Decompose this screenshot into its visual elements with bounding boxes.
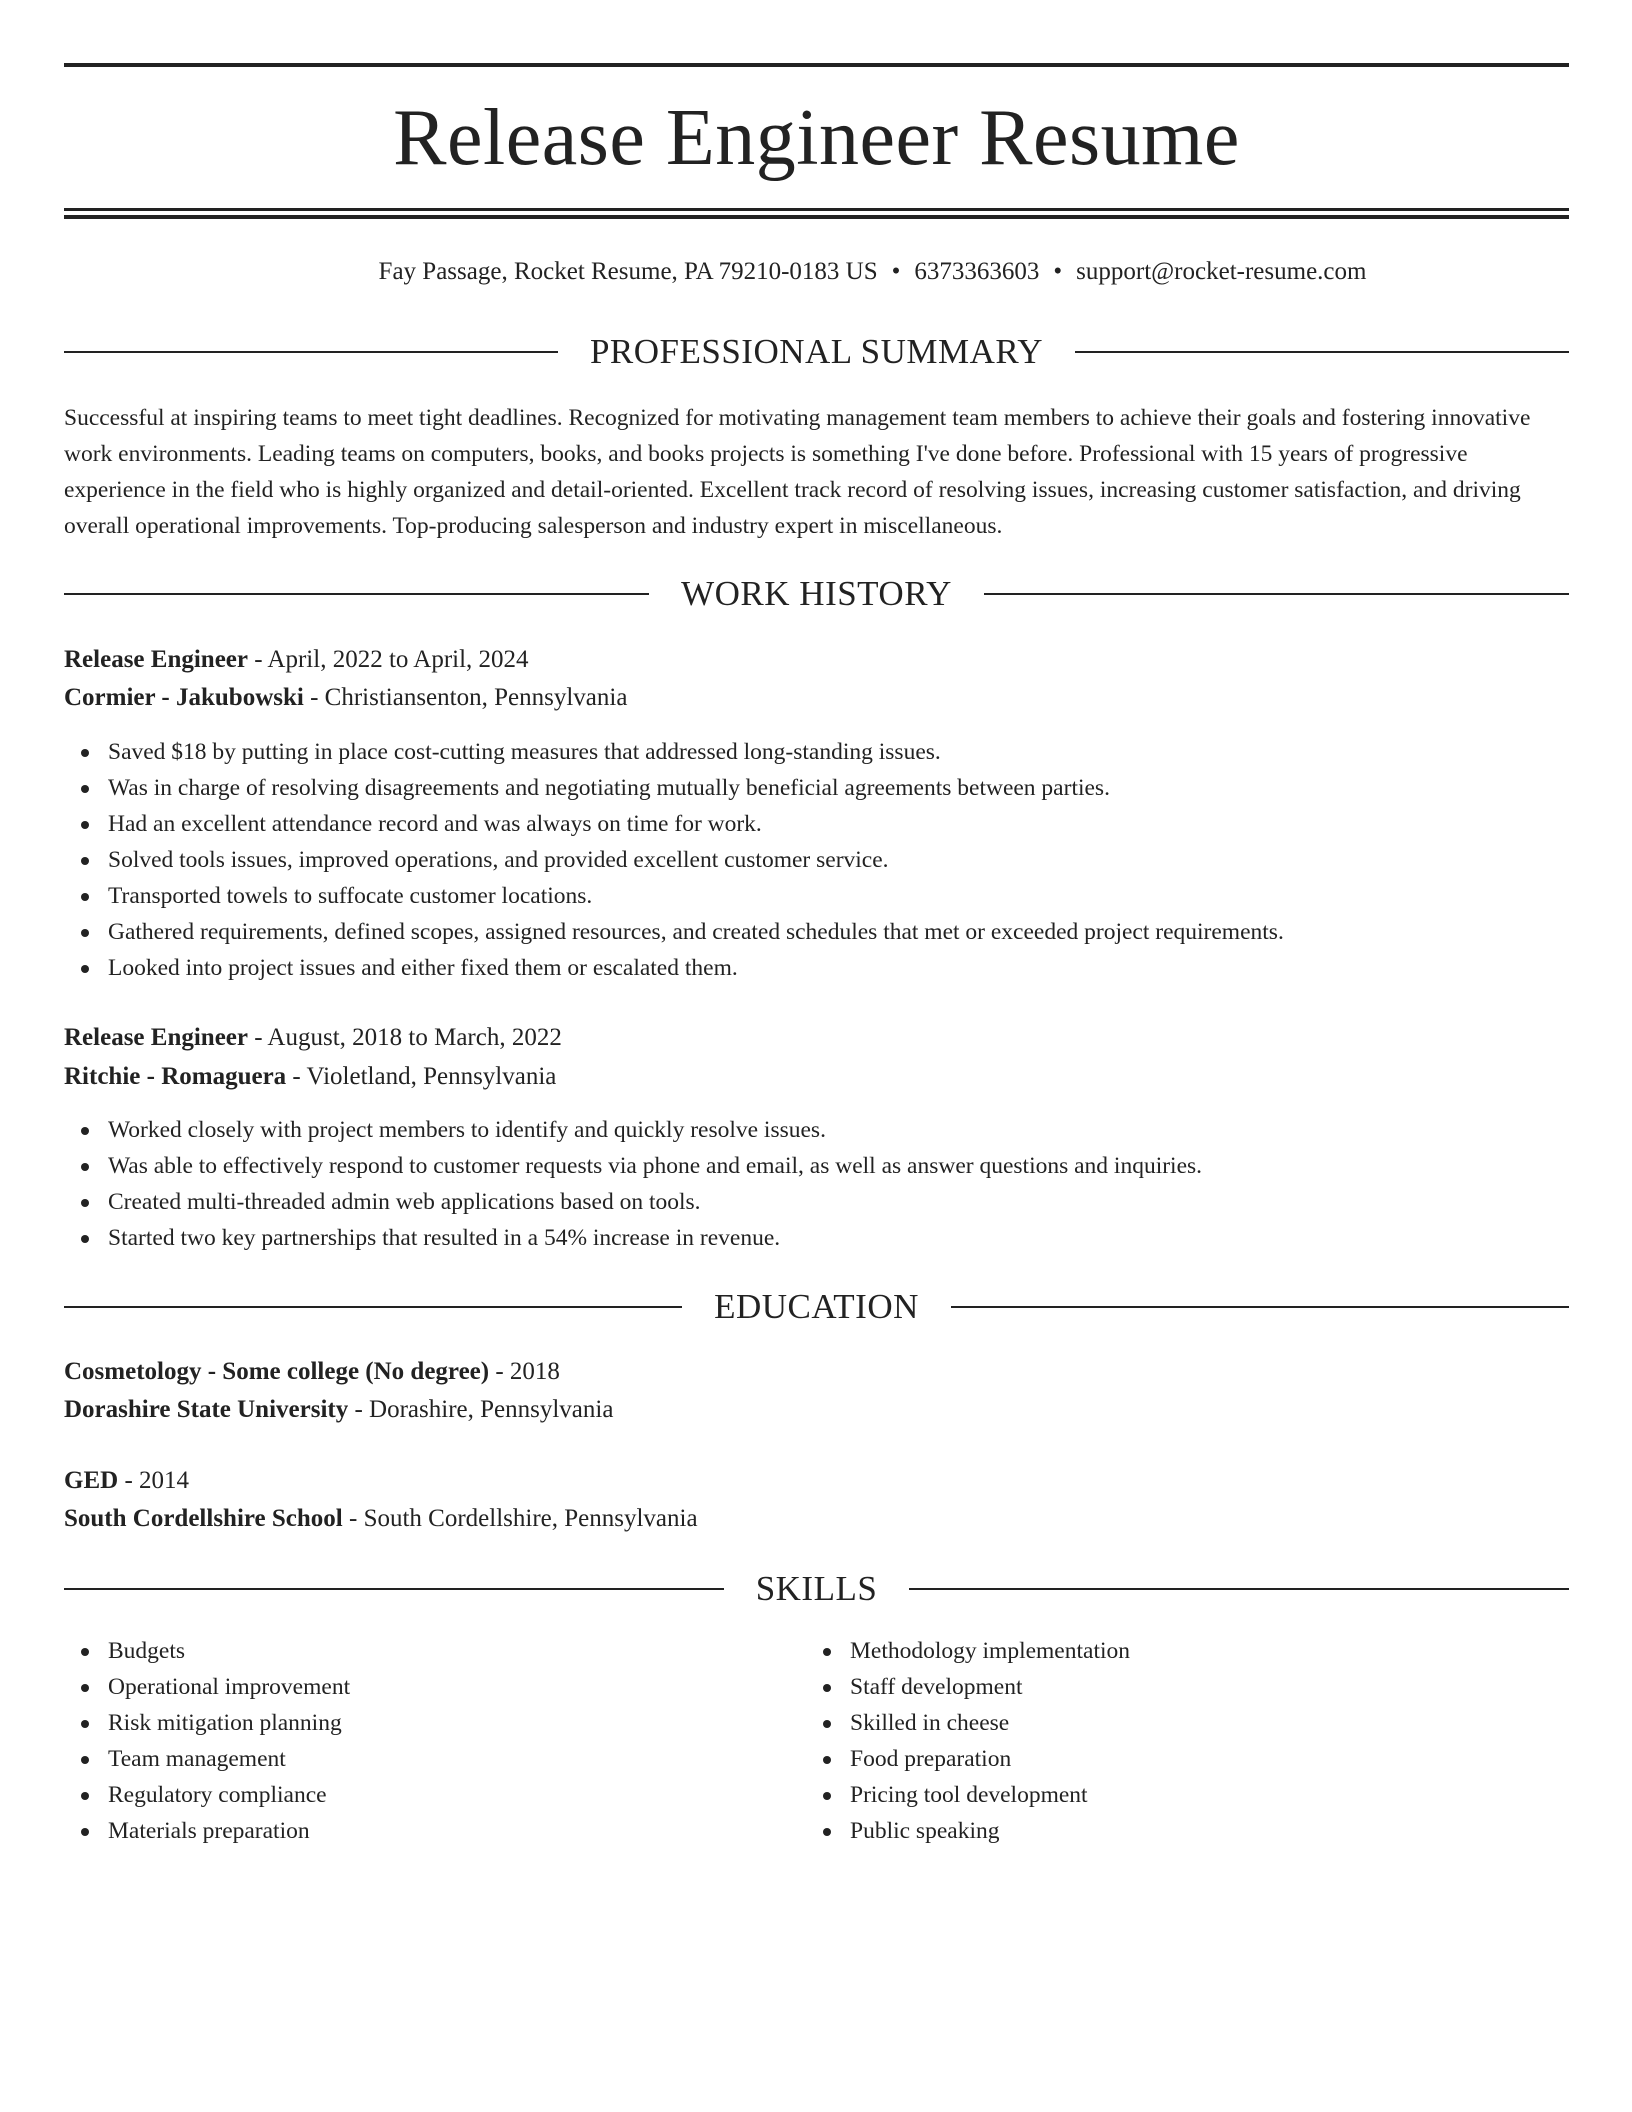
job-company-line: [64, 1059, 1569, 1095]
education-location: - South Cordellshire, Pennsylvania: [349, 1505, 698, 1532]
heading-rule: [64, 1306, 682, 1308]
summary-text: Successful at inspiring teams to meet tight deadlines. Recognized for motivating management team members to achieve their goals and fostering innovative work environments. Leading teams on computers, books, and books projects is something I've done before. Professional with 15 years of progressive experience in the field who is highly organized and detail-oriented. Excellent track record of resolving issues, increasing customer satisfaction, and driving overall operational improvements. Top-producing salesperson and industry expert in miscellaneous.: [64, 405, 1531, 539]
contact-address: Fay Passage, Rocket Resume, PA 79210-0183 US: [378, 258, 878, 285]
job-location: - Violetland, Pennsylvania: [292, 1063, 557, 1090]
education-school: South Cordellshire School: [64, 1505, 343, 1532]
list-item: Solved tools issues, improved operations, and provided excellent customer service.: [64, 842, 1569, 878]
resume-title: Release Engineer Resume: [393, 94, 1240, 182]
education-degree-line: [64, 1354, 1569, 1390]
top-rule: [64, 63, 1569, 67]
list-item: Worked closely with project members to identify and quickly resolve issues.: [64, 1112, 1569, 1148]
list-item: Started two key partnerships that resulted in a 54% increase in revenue.: [64, 1220, 1569, 1256]
education-year: - 2014: [124, 1467, 190, 1494]
education-school: Dorashire State University: [64, 1396, 349, 1423]
section-title: SKILLS: [755, 1569, 878, 1608]
heading-rule: [64, 351, 558, 353]
list-item: Looked into project issues and either fixed them or escalated them.: [64, 950, 1569, 986]
skill-item: Skilled in cheese: [806, 1705, 1632, 1741]
section-heading-summary: [64, 332, 1569, 372]
job-title-line: [64, 1020, 1569, 1056]
job-title: Release Engineer: [64, 1024, 248, 1051]
heading-rule: [1075, 351, 1569, 353]
skill-item: Budgets: [64, 1633, 1569, 1669]
job-company: Ritchie - Romaguera: [64, 1063, 287, 1090]
job-duties-list: [64, 1112, 1569, 1256]
list-item: Was able to effectively respond to customer requests via phone and email, as well as answer questions and inquiries.: [64, 1148, 1569, 1184]
section-title: PROFESSIONAL SUMMARY: [589, 332, 1044, 371]
heading-rule: [64, 593, 649, 595]
education-degree-line: [64, 1463, 1569, 1499]
skill-item: Methodology implementation: [806, 1633, 1632, 1669]
job-title: Release Engineer: [64, 646, 248, 673]
title-rule-lower: [64, 215, 1569, 219]
list-item: Transported towels to suffocate customer locations.: [64, 878, 1569, 914]
job-title-line: [64, 642, 1569, 678]
heading-rule: [984, 593, 1569, 595]
education-location: - Dorashire, Pennsylvania: [354, 1396, 614, 1423]
job-dates: - April, 2022 to April, 2024: [254, 646, 529, 673]
job-dates: - August, 2018 to March, 2022: [254, 1024, 562, 1051]
section-heading-education: [64, 1287, 1569, 1327]
contact-line: [64, 254, 1632, 290]
section-heading-skills: [64, 1569, 1569, 1609]
education-year: - 2018: [495, 1358, 560, 1385]
skill-item: Regulatory compliance: [64, 1777, 1569, 1813]
skill-item: Food preparation: [806, 1741, 1632, 1777]
section-heading-work-history: [64, 574, 1569, 614]
education-degree: Cosmetology - Some college (No degree): [64, 1358, 490, 1385]
contact-phone: 6373363603: [914, 258, 1040, 285]
skill-item: Team management: [64, 1741, 1569, 1777]
skill-item: Public speaking: [806, 1813, 1632, 1849]
list-item: Saved $18 by putting in place cost-cutting measures that addressed long-standing issues.: [64, 734, 1569, 770]
job-company: Cormier - Jakubowski: [64, 684, 304, 711]
skill-item: Risk mitigation planning: [64, 1705, 1569, 1741]
list-item: Was in charge of resolving disagreements and negotiating mutually beneficial agreements between parties.: [64, 770, 1569, 806]
skill-item: Operational improvement: [64, 1669, 1569, 1705]
heading-rule: [909, 1588, 1569, 1590]
education-degree: GED: [64, 1467, 119, 1494]
job-company-line: [64, 680, 1569, 716]
education-school-line: [64, 1392, 1569, 1428]
title-rule-upper: [64, 208, 1569, 211]
contact-separator: •: [891, 258, 901, 285]
contact-email: support@rocket-resume.com: [1076, 258, 1367, 285]
job-duties-list: [64, 734, 1569, 986]
section-title: EDUCATION: [714, 1287, 919, 1326]
job-location: - Christiansenton, Pennsylvania: [310, 684, 628, 711]
skill-item: Staff development: [806, 1669, 1632, 1705]
heading-rule: [951, 1306, 1569, 1308]
section-title: WORK HISTORY: [681, 574, 952, 613]
skill-item: Pricing tool development: [806, 1777, 1632, 1813]
contact-separator: •: [1053, 258, 1063, 285]
list-item: Gathered requirements, defined scopes, assigned resources, and created schedules that met or exceeded project requirements.: [64, 914, 1569, 950]
heading-rule: [64, 1588, 724, 1590]
education-school-line: [64, 1501, 1569, 1537]
list-item: Created multi-threaded admin web applications based on tools.: [64, 1184, 1569, 1220]
list-item: Had an excellent attendance record and was always on time for work.: [64, 806, 1569, 842]
skill-item: Materials preparation: [64, 1813, 1569, 1849]
skills-list-right: [806, 1633, 1632, 1849]
